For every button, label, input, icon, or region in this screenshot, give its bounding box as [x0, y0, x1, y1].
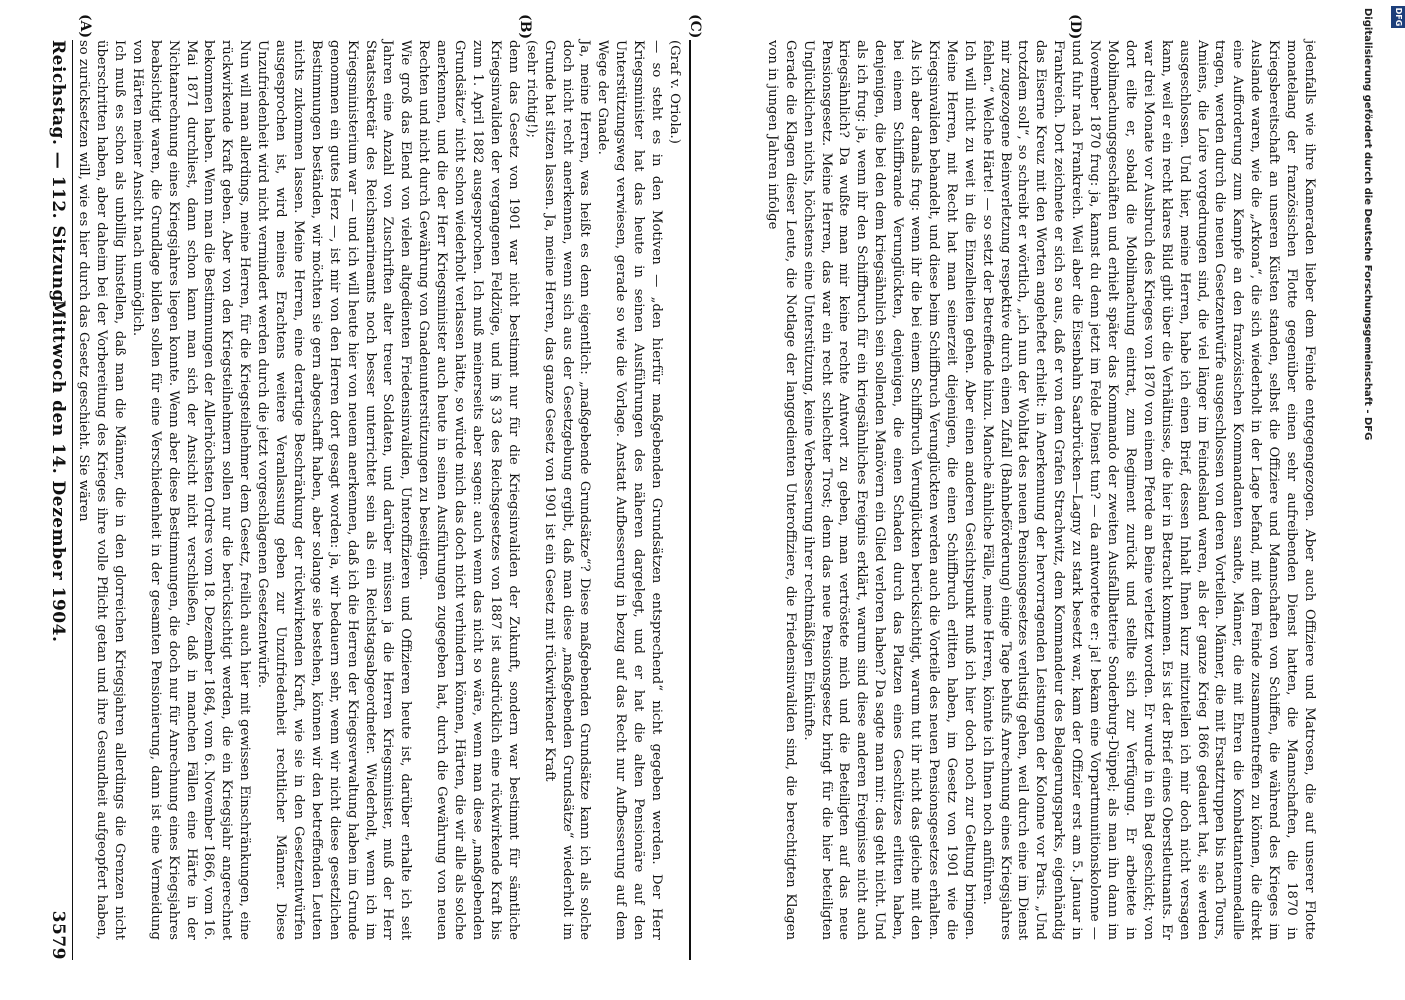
text-column-left: (Graf v. Oriola.) — so steht es in den Motiven — „den hierfür maßgebenden Grundsätzen entsprechend“ nicht gegeben werden. Der Herr Kriegsminister hat das heute in seinen Ausführungen des näheren dargelegt, und er hat die alten Pensionäre auf den Unterstützungsweg verwiesen, gerade so wie die Vorlage. Anstatt Aufbesserung in bezug auf das Recht nur Aufbesserung auf dem Wege der Gnade. Ja, meine Herren, was heißt es denn eigentlich: „maßgebende Grundsätze“? Diese maßgebenden Grundsätze kann ich als solche doch nicht recht anerkennen, wenn sich aus der Gesetzgebung ergibt, daß man diese „maßgebenden Grundsätze“ wiederholt im Grunde hat sitzen lassen. Ja, meine Herren, das ganze Gesetz von 1901 ist ein Gesetz mit rückwirkender Kraft (sehr richtig!); denn das Gesetz von 1901 war nicht bestimmt nur für die Kriegsinvaliden der Zukunft, sondern war bestimmt für sämtliche Kriegsinvaliden der vergangenen Feldzüge, und im § 33 des Reichsgesetzes von 1887 ist ausdrücklich eine rückwirkende Kraft bis zum 1. April 1882 ausgesprochen. Ich muß meinerseits aber sagen: auch wenn das nicht so wäre, wenn man diese „maßgebenden Grundsätze“ nicht schon wiederholt verlassen hätte, so würde mich das doch nicht verhindern können, Härten, die wir alle als solche anerkennen, und die der Herr Kriegsminister auch heute in seinen Ausführungen zugegeben hat, durch die Gewährung von neuen Rechten und nicht durch Gewährung von Gnadenunterstützungen zu beseitigen. Wie groß das Elend von vielen altgedienten Friedensinvaliden, Unteroffizieren und Offizieren heute ist, darüber erhalte ich seit Jahren eine Anzahl von Zuschriften alter treuer Soldaten, und darüber müssen ja die Herren Kriegsminister, muß der Herr Staatssekretär des Reichsmarineamts noch besser unterrichtet sein als ein Reichstagsabgeordneter. Wiederholt, wenn ich im Kriegsministerium war — und ich will heute hier von neuem anerkennen, daß ich die Herren der Kriegsverwaltung haben im Grunde genommen ein gutes Herz —, ist mir von den Herren dort gesagt worden: ja, wir bedauern sehr, wenn wir nicht diese gesetzlichen Bestimmungen beständen, wir möchten sie gern abgeschafft haben, aber solange sie bestehen, können wir den betreffenden Leuten nichts zukommen lassen. Meine Herren, eine derartige Beschränkung der rückwirkenden Kraft, wie sie in den Gesetzentwürfen ausgesprochen ist, wird meines Erachtens weitere Veranlassung geben zur Unzufriedenheit rechtlicher Männer. Diese Unzufriedenheit wird nicht vermindert werden durch die jetzt vorgeschlagenen Gesetzentwürfe. Nun will man allerdings, meine Herren, für die Kriegsteilnehmer dem Gesetz, freilich auch hier mit gewissen Einschränkungen, eine rückwirkende Kraft geben. Aber von den Kriegsteilnehmern sollen nur die berücksichtigt werden, die ein Kriegsjahr angerechnet bekommen haben. Wenn man die Bestimmungen der Allerhöchsten Ordres vom 18. Dezember 1864, vom 6. November 1866, vom 16. Mai 1871 durchliest, dann schon kann man sich der Ansicht nicht verschließen, daß in manchen Fällen eine Härte in der Nichtanrechnung eines Kriegsjahres liegen konnte. Wenn aber diese Bestimmungen, die doch nur für Anrechnung eines Kriegsjahres beabsichtigt waren, die Grundlage bilden sollen für eine Verschiedenheit in der gesamten Pensionierung, dann ist eine Vermeidung von Härten meiner Ansicht nach unmöglich. Ich muß es schon als unbillig hinstellen, daß man die Männer, die in den glorreichen Kriegsjahren allerdings die Grenzen nicht überschritten haben, aber daheim bei der Vorbereitung des Krieges ihre volle Pflicht getan und ihre Gesundheit aufgeopfert haben, so zurücksetzen will, wie es hier durch das Gesetz geschieht. Sie wären [76, 40, 682, 940]
credit-text: Digitalisierung gefördert durch die Deutsche Forschungsgemeinschaft - DFG [1362, 8, 1373, 441]
header-left: Reichstag. — 112. Sitzung. [48, 40, 68, 309]
margin-marker-c: (C) [687, 14, 703, 39]
margin-marker-b: (B) [517, 14, 533, 40]
header-rule [72, 40, 73, 960]
text-column-right: jedenfalls wie ihre Kameraden lieber dem Feinde entgegengezogen. Aber auch Offiziere und Matrosen, die auf unserer Flotte monatelang der französischen Flotte gegenüber einen sehr aufreibenden Dienst hatten, die Mannschaften, die 1870 in Kriegsbereitschaft an unseren Küsten standen, selbst die Offiziere und Mannschaften von Schiffen, die während des Krieges im Auslande waren, wie die „Arkona“, die sich wiederholt in der Lage befand, mit dem Feinde zusammentreffen zu können, die direkt eine Aufforderung zum Kampfe an den französischen Kommandanten sandte, Männer, die mit Ehren die Kombattantenmedaille tragen, werden durch die neuen Gesetzentwürfe ausgeschlossen von deren Vorteilen. Männer, die mit Ersatztruppen bis nach Tours, Amiens, die Loire vorgedrungen sind, die viel länger im Feindesland waren, als der ganze Krieg 1866 gedauert hat, sie werden ausgeschlossen. Und hier, meine Herren, habe ich einen Brief, dessen Inhalt Ihnen kurz mitzuteilen ich mir doch nicht versagen kann, weil er ein recht klares Bild gibt über die Verhältnisse, die hier in Betracht kommen. Es ist der Brief eines Oberstleutnants. Er war drei Monate vor Ausbruch des Krieges von 1870 von einem Pferde an Beine verletzt worden. Er wurde in ein Bad geschickt; von dort eilte er, sobald die Mobilmachung eintrat, zum Regiment zurück und stellte sich zur Verfügung. Er arbeitete in Mobilmachungsgeschäften und erhielt später das Kommando der zweiten Ausfallbatterie Sonderburg-Düppel; als man ihn dann im November 1870 frug: ja, kannst du denn jetzt im Felde Dienst tun? — da antwortete er: ja! bekam eine Vorpartmunitionskolonne — und fuhr nach Frankreich. Weil aber die Eisenbahn Saarbrücken—Lagny zu stark besetzt war, kam der Offizier erst am 5. Januar in Frankreich. Dort zeichnete er sich so aus, daß er von dem Grafen Strachwitz, dem Kommandeur des Belagerungsparks, eigenhändig das Eiserne Kreuz mit den Worten angeheftet erhielt: in Anerkennung der hervorragenden Leistungen der Kolonne vor Paris. „Und trotzdem soll“, so schreibt er wörtlich, „ich nun der Wohltat des neuen Pensionsgesetzes verlustig gehen, weil durch eine im Dienst mir zugezogene Beinverletzung respektive durch einen Zufall (Bahnbeförderung) einige Tage behufs Anrechnung eines Kriegsjahres fehlen.“ Welche Härte! — so setzt der Betreffende hinzu. Manche ähnliche Fälle, meine Herren, könnte ich Ihnen noch anführen. Ich will nicht zu weit in die Einzelheiten gehen. Aber einen anderen Gesichtspunkt muß ich hier doch noch zur Geltung bringen. Meine Herren, mit Recht hat man seinerzeit diejenigen, die einen Schiffbruch erlitten haben, im Gesetz von 1901 wie die Kriegsinvaliden behandelt, und diese beim Schiffbruch Verunglückten werden auch die Vorteile des neuen Pensionsgesetzes erhalten. Als ich aber damals frug: wenn ihr die bei einem Schiffbruch Verunglückten berücksichtigt, warum tut ihr nicht das gleiche mit den bei einem Schiffbrande Verunglückten, denjenigen, die einen Schaden durch das Platzen eines Geschützes erlitten haben, denjenigen, die bei den dem kriegsähnlich sein sollenden Manövern ein Glied verloren haben? Da sagte man mir: das geht nicht. Und als ich frug: ja, wenn ihr den Schiffbruch für ein kriegsähnliches Ereignis erklärt, warum sind diese anderen Ereignisse nicht auch kriegsähnlich? Da wußte man mir keine rechte Antwort zu geben, man vertröstete mich und die Beteiligten auf das neue Pensionsgesetz. Meine Herren, das war ein recht schlechter Trost; denn das neue Pensionsgesetz bringt für die hier beteiligten Unglücklichen nichts, höchstens eine Unterstützung, keine Verbesserung ihrer rechtmäßigen Einkünfte. Gerade die Klagen dieser Leute, die Notlage der langgedienten Unteroffiziere, die Friedensinvaliden sind, die berechtigten Klagen von in jungen Jahren infolge [764, 40, 1317, 940]
page-header [38, 40, 68, 960]
column-divider [689, 40, 691, 960]
page-number: 3579 [48, 910, 68, 960]
margin-marker-d: (D) [1067, 14, 1083, 40]
digitization-credit [1362, 8, 1373, 440]
dfg-logo-icon: DFG [1391, 6, 1405, 28]
margin-marker-a: (A) [77, 14, 93, 39]
header-date: Mittwoch den 14. Dezember 1904. [48, 300, 68, 643]
